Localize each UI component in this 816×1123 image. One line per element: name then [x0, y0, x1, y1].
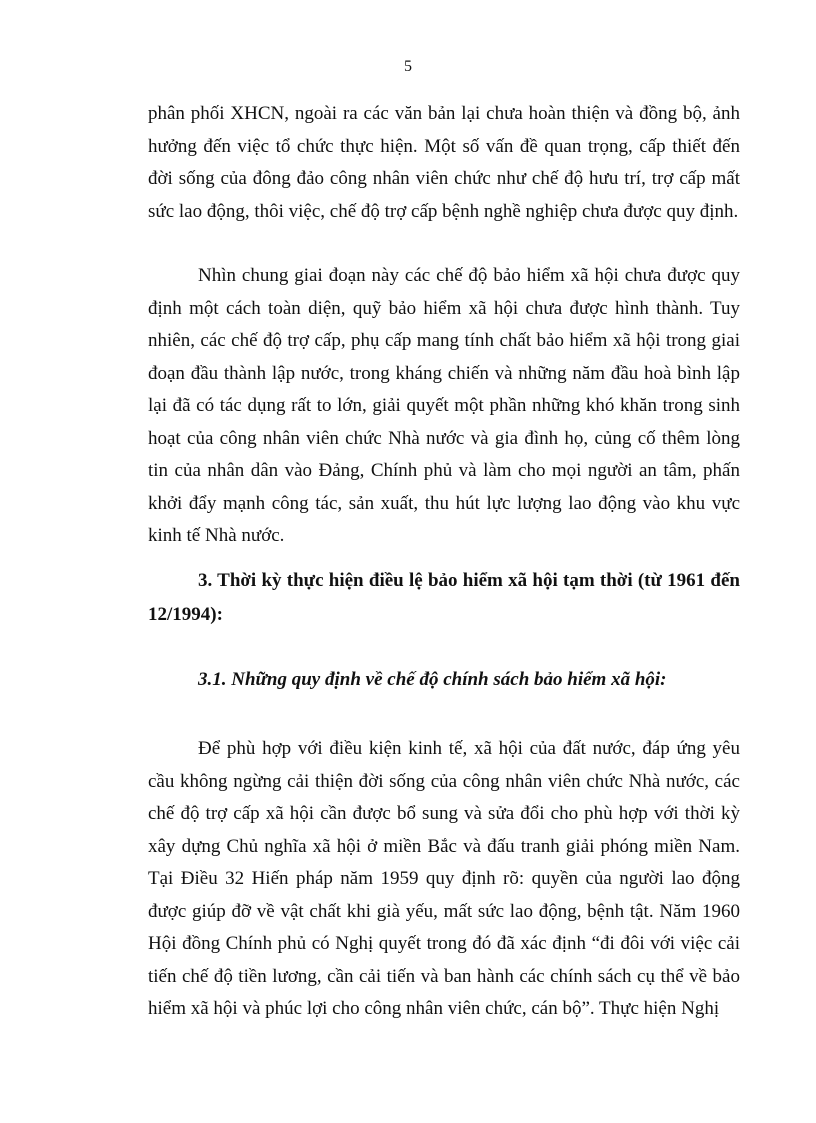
paragraph-continuation: phân phối XHCN, ngoài ra các văn bản lại chưa hoàn thiện và đồng bộ, ảnh hưởng đến việc tổ chức thực hiện. Một số vấn đề quan trọng, cấp thiết đến đời sống của đông đảo công nhân viên chức như chế độ hưu trí, trợ cấp mất sức lao động, thôi việc, chế độ trợ cấp bệnh nghề nghiệp chưa được quy định. — [148, 103, 740, 222]
paragraph-summary: Nhìn chung giai đoạn này các chế độ bảo hiểm xã hội chưa được quy định một cách toàn diện, quỹ bảo hiểm xã hội chưa được hình thành. Tuy nhiên, các chế độ trợ cấp, phụ cấp mang tính chất bảo hiểm xã hội trong giai đoạn đầu thành lập nước, trong kháng chiến và những năm đầu hoà bình lập lại đã có tác dụng rất to lớn, giải quyết một phần những khó khăn trong sinh hoạt của công nhân viên chức Nhà nước và gia đình họ, củng cố thêm lòng tin của nhân dân vào Đảng, Chính phủ và làm cho mọi người an tâm, phấn khởi đẩy mạnh công tác, sản xuất, thu hút lực lượng lao động vào khu vực kinh tế Nhà nước. — [148, 265, 740, 546]
section-heading-3: 3. Thời kỳ thực hiện điều lệ bảo hiểm xã hội tạm thời (từ 1961 đến 12/1994): — [148, 570, 740, 625]
paragraph-body: Để phù hợp với điều kiện kinh tế, xã hội của đất nước, đáp ứng yêu cầu không ngừng cải thiện đời sống của công nhân viên chức Nhà nước, các chế độ trợ cấp xã hội cần được bổ sung và sửa đổi cho phù hợp với thời kỳ xây dựng Chủ nghĩa xã hội ở miền Bắc và đấu tranh giải phóng miền Nam. Tại Điều 32 Hiến pháp năm 1959 quy định rõ: quyền của người lao động được giúp đỡ về vật chất khi già yếu, mất sức lao động, bệnh tật. Năm 1960 Hội đồng Chính phủ có Nghị quyết trong đó đã xác định “đi đôi với việc cải tiến chế độ tiền lương, cần cải tiến và ban hành các chính sách cụ thể về bảo hiểm xã hội và phúc lợi cho công nhân viên chức, cán bộ”. Thực hiện Nghị — [148, 738, 740, 1019]
page-number: 5 — [404, 58, 412, 75]
subsection-heading-3-1: 3.1. Những quy định về chế độ chính sách bảo hiểm xã hội: — [198, 669, 667, 690]
